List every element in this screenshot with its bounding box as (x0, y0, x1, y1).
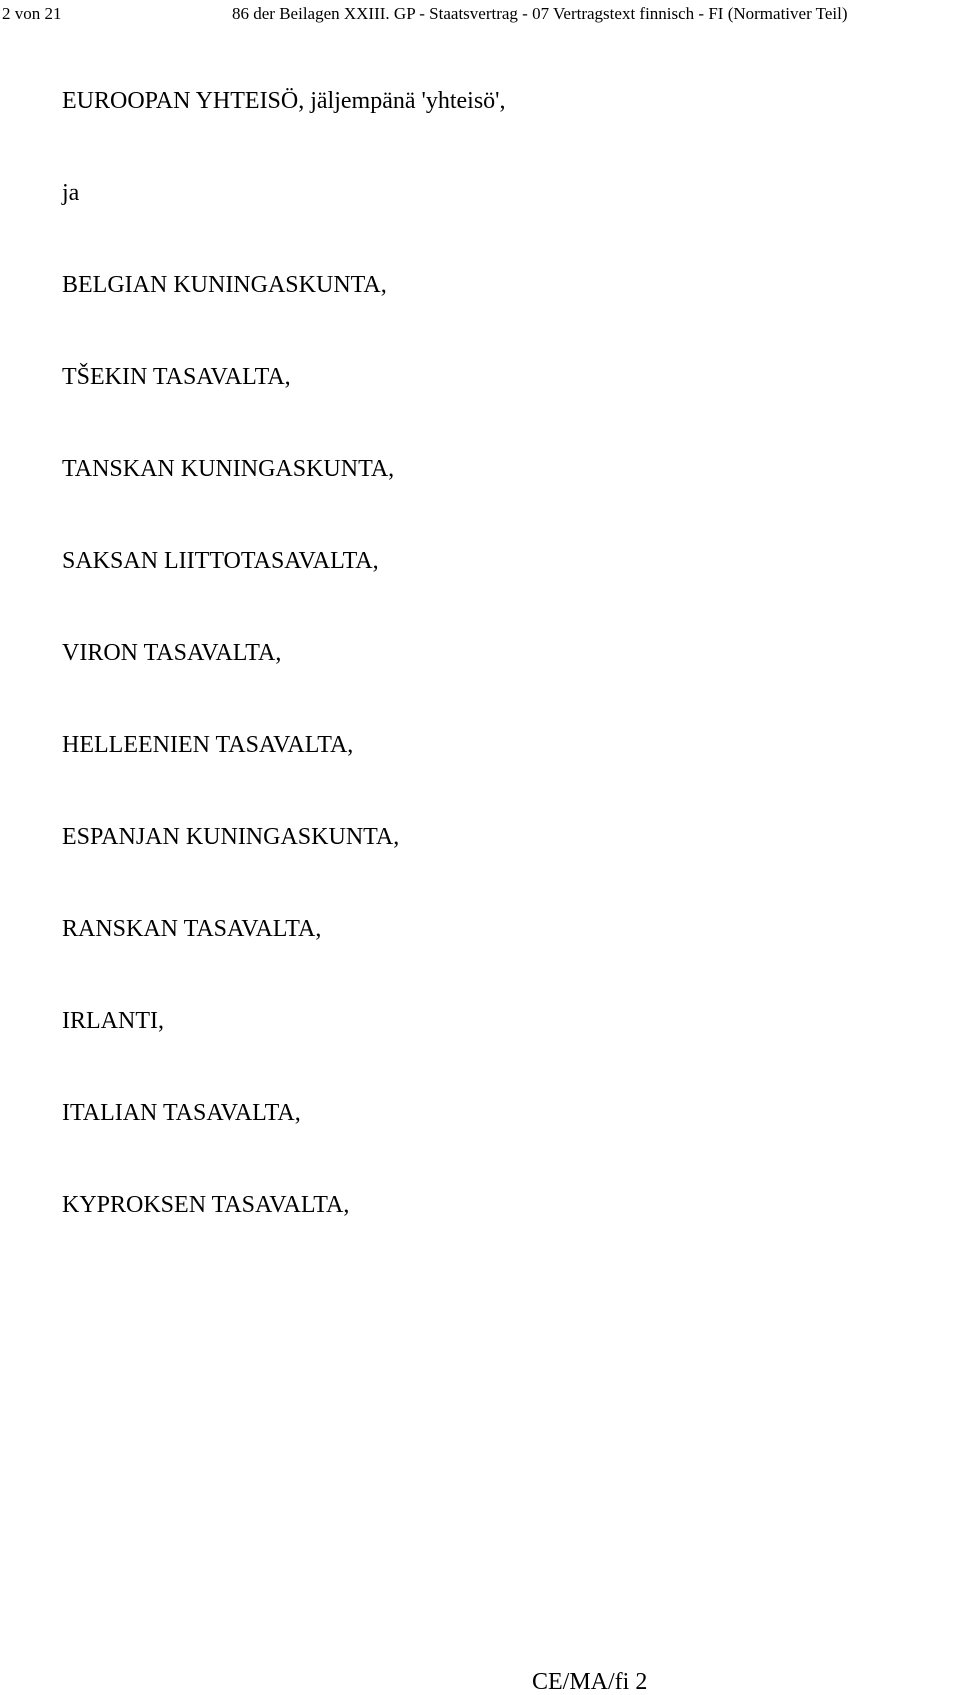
party-line: IRLANTI, (62, 1008, 164, 1034)
document-title: 86 der Beilagen XXIII. GP - Staatsvertrag - 07 Vertragstext finnisch - FI (Normativer Teil) (232, 4, 848, 23)
party-line: ITALIAN TASAVALTA, (62, 1100, 301, 1126)
party-line: TŠEKIN TASAVALTA, (62, 364, 291, 390)
intro-line: EUROOPAN YHTEISÖ, jäljempänä 'yhteisö', (62, 88, 506, 114)
document-code: CE/MA/fi 2 (532, 1669, 648, 1695)
party-line: RANSKAN TASAVALTA, (62, 916, 322, 942)
party-line: TANSKAN KUNINGASKUNTA, (62, 456, 395, 482)
party-line: SAKSAN LIITTOTASAVALTA, (62, 548, 379, 574)
party-line: BELGIAN KUNINGASKUNTA, (62, 272, 387, 298)
page-indicator: 2 von 21 (2, 4, 62, 23)
party-line: VIRON TASAVALTA, (62, 640, 282, 666)
conjunction: ja (62, 180, 80, 206)
party-line: KYPROKSEN TASAVALTA, (62, 1192, 350, 1218)
party-line: HELLEENIEN TASAVALTA, (62, 732, 354, 758)
party-line: ESPANJAN KUNINGASKUNTA, (62, 824, 400, 850)
